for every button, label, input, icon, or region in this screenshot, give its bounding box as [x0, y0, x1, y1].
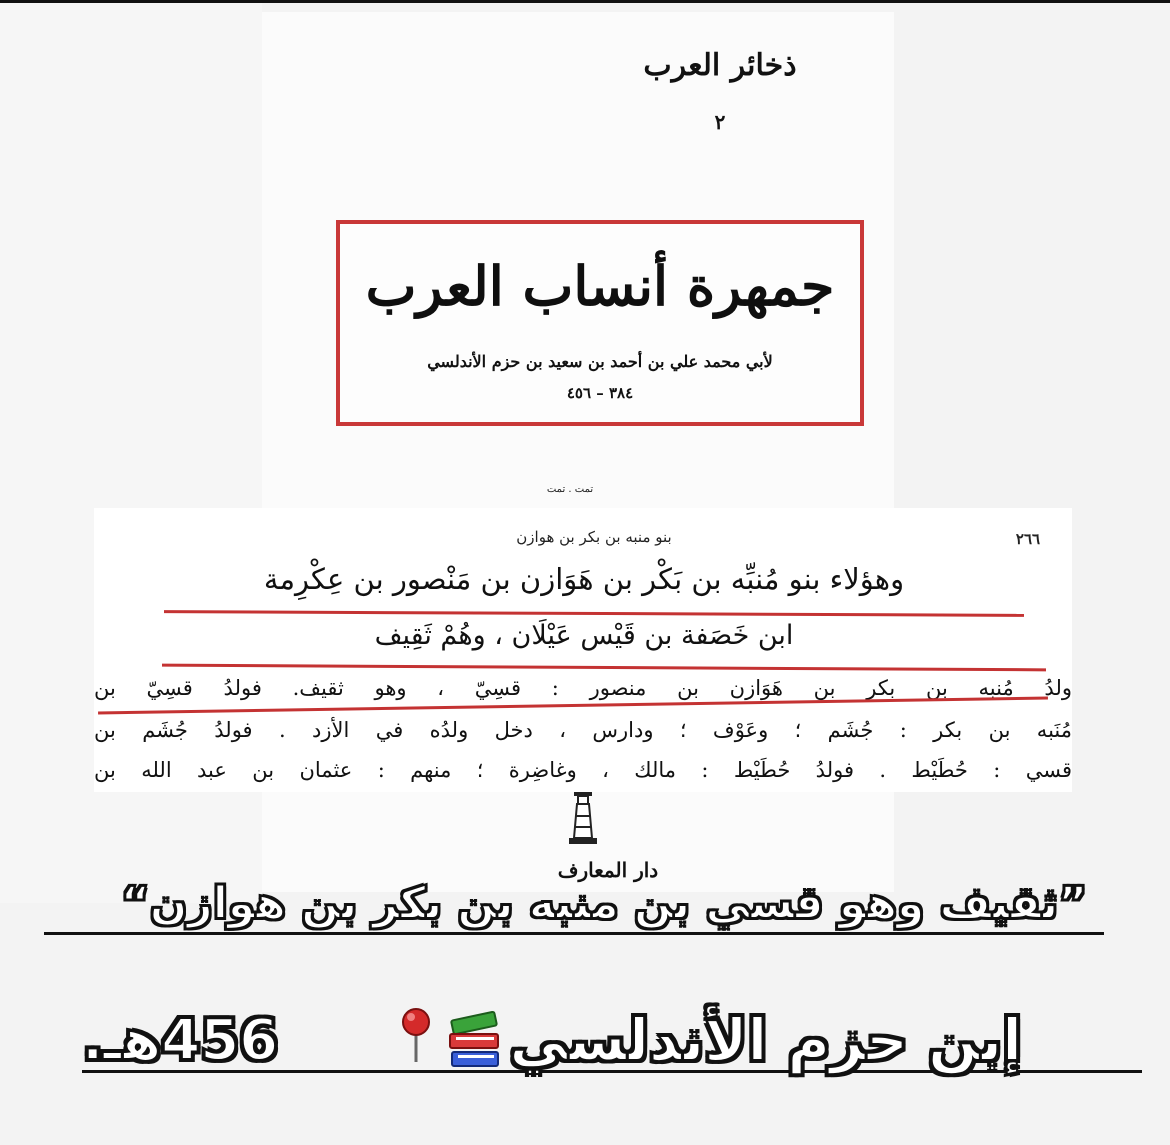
signature-name: إبن حزم الأندلسي: [509, 1006, 1022, 1074]
excerpt-line: وهؤلاء بنو مُنبِّه بن بَكْر بن هَوَازن بن مَنْصور بن عِكْرِمة: [263, 562, 905, 596]
running-head: بنو منبه بن بكر بن هوازن: [516, 528, 672, 546]
book-author: لأبي محمد علي بن أحمد بن سعيد بن حزم الأندلسي: [427, 352, 773, 371]
excerpt-line: ابن خَصَفة بن قَيْس عَيْلَان ، وهُمْ ثَقِيف: [374, 620, 794, 651]
signature-year: 456هـ.: [82, 1008, 279, 1073]
quote-caption: [44, 870, 1104, 950]
excerpt-line: مُنَبه بن بكر : جُشَم ؛ وعَوْف ؛ ودارس ، دخل ولدُه في الأزد . فولدُ جُشَم بن: [94, 718, 1072, 742]
series-title: ذخائر العرب: [643, 48, 797, 83]
quote-text: ”ثقيف وهو قسي بن منبه بن بكر بن هوازن“: [120, 878, 1088, 929]
lighthouse-icon: [566, 790, 600, 848]
page-number: ٢٦٦: [1015, 530, 1041, 548]
page-excerpt: [94, 508, 1072, 792]
underline-mark: [162, 664, 1046, 672]
book-title: جمهرة أنساب العرب: [365, 254, 835, 318]
pushpin-icon: [398, 1006, 434, 1064]
author-dates: ٣٨٤ – ٤٥٦: [566, 384, 634, 402]
volume-number: ٢: [714, 110, 726, 134]
small-mark: تمت . تمت: [546, 484, 594, 495]
title-frame: [336, 220, 864, 426]
quote-underline: [44, 932, 1104, 935]
publisher-name: دار المعارف: [557, 858, 659, 882]
underline-mark: [164, 610, 1024, 617]
books-icon: [446, 1010, 504, 1074]
signature-caption: [82, 1000, 1142, 1110]
excerpt-line: قسي : حُطَيْط . فولدُ حُطَيْط : مالك ، وغاضِرة ؛ منهم : عثمان بن عبد الله بن: [94, 758, 1072, 782]
excerpt-line: ولدُ مُنبه بن بكر بن هَوَازن بن منصور : قسِيّ ، وهو ثقيف. فولدُ قسِيّ بن: [94, 676, 1072, 700]
